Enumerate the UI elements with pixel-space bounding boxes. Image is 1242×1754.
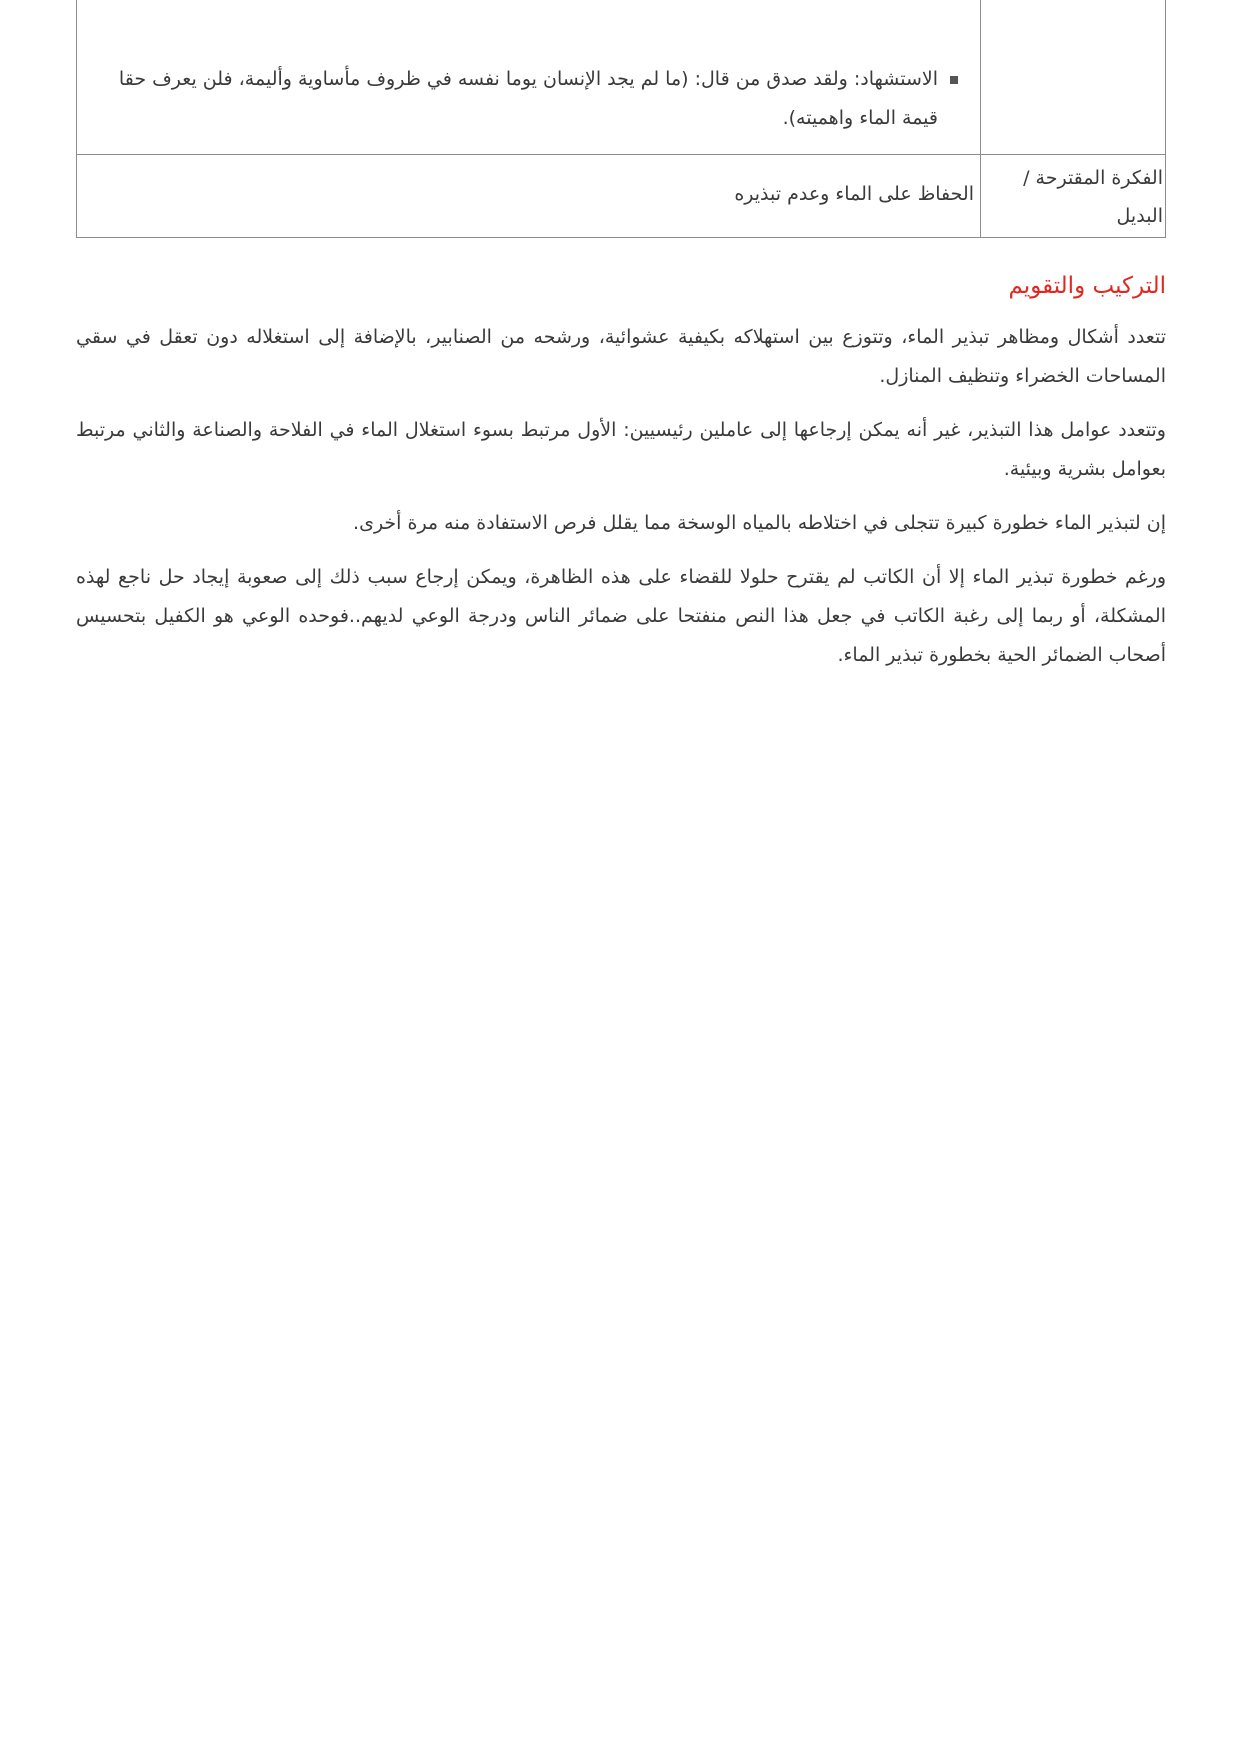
paragraph-danger: إن لتبذير الماء خطورة كبيرة تتجلى في اختلاطه بالمياه الوسخة مما يقلل فرص الاستفادة منه مرة أخرى. (353, 512, 1166, 534)
analysis-table (76, 0, 1166, 238)
bullet-item (79, 0, 974, 154)
table-content-cell-idea (77, 155, 981, 238)
suggested-idea-value: الحفاظ على الماء وعدم تبذيره (734, 183, 974, 205)
paragraph-causes: وتتعدد عوامل هذا التبذير، غير أنه يمكن إرجاعها إلى عاملين رئيسيين: الأول مرتبط بسوء استغلال الماء في الفلاحة والصناعة والثاني مرتبط بعوامل بشرية وبيئية. (76, 419, 1166, 480)
table-label-cell-empty (981, 0, 1166, 155)
table-label-cell-idea (981, 155, 1166, 238)
section-heading: التركيب والتقويم (1008, 273, 1166, 299)
square-bullet-icon (950, 76, 958, 84)
suggested-idea-label: الفكرة المقترحة / البديل (1023, 167, 1163, 227)
table-row-suggested-idea (77, 155, 1166, 238)
citation-text: الاستشهاد: ولقد صدق من قال: (ما لم يجد الإنسان يوما نفسه في ظروف مأساوية وأليمة، فلن يعرف حقا قيمة الماء واهميته). (118, 68, 938, 129)
table-row-citation (77, 0, 1166, 155)
paragraph-conclusion: ورغم خطورة تبذير الماء إلا أن الكاتب لم يقترح حلولا للقضاء على هذه الظاهرة، ويمكن إرجاع سبب ذلك إلى صعوبة إيجاد حل ناجع لهذه المشكلة، أو ربما إلى رغبة الكاتب في جعل هذا النص منفتحا على ضمائر الناس ودرجة الوعي لديهم..فوحده الوعي هو الكفيل بتحسيس أصحاب الضمائر الحية بخطورة تبذير الماء. (76, 566, 1166, 666)
document-page (76, 0, 1166, 690)
paragraph-forms-of-waste: تتعدد أشكال ومظاهر تبذير الماء، وتتوزع بين استهلاكه بكيفية عشوائية، ورشحه من الصنابير، بالإضافة إلى استغلاله دون تعقل في سقي المساحات الخضراء وتنظيف المنازل. (76, 326, 1166, 387)
table-content-cell-citation (77, 0, 981, 155)
